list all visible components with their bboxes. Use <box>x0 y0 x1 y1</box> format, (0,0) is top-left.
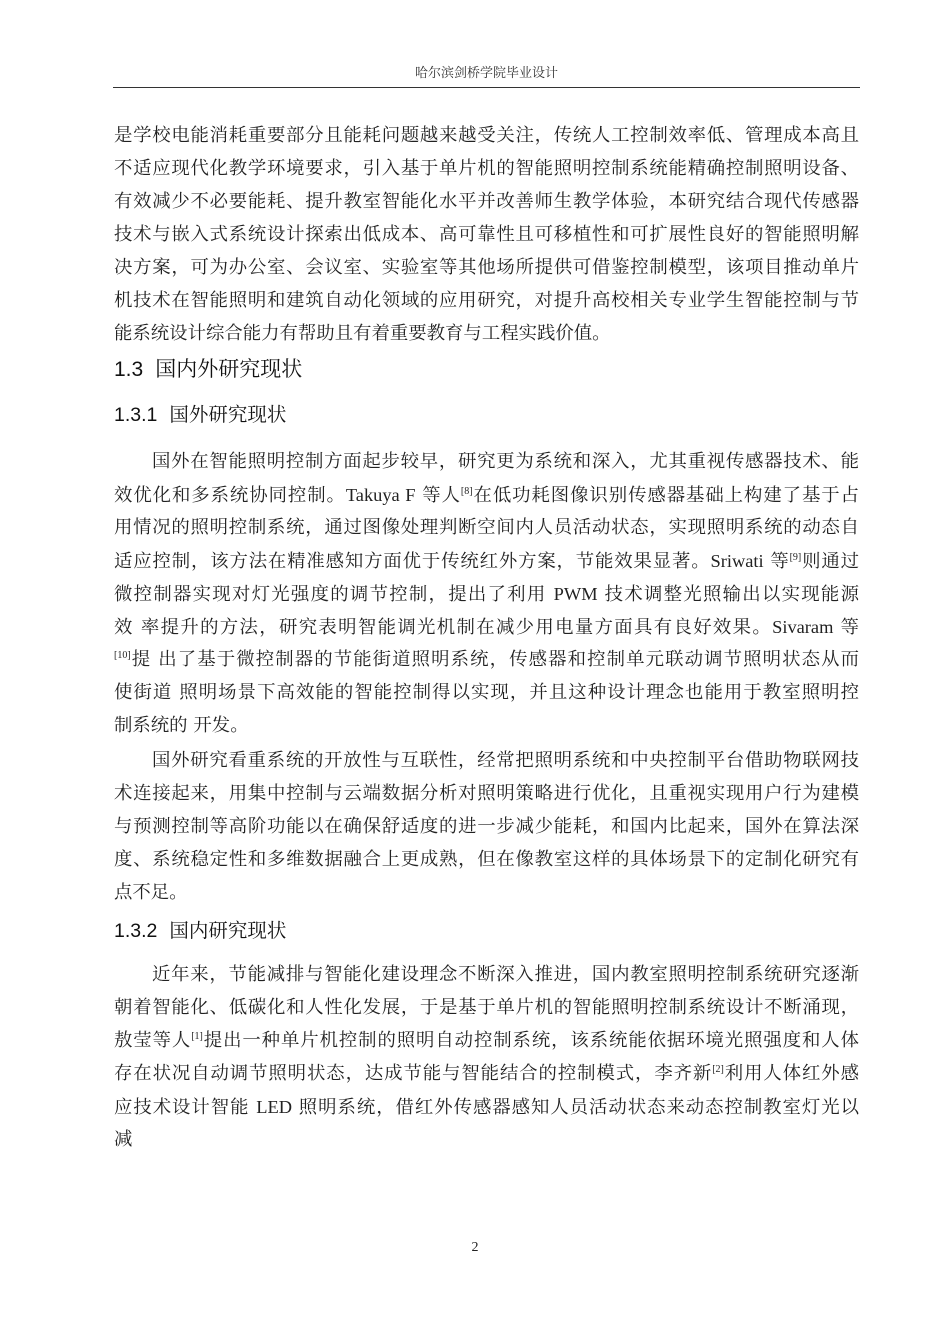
section-number: 1.3.1 <box>114 404 158 426</box>
body-line: 技术与嵌入式系统设计探索出低成本、高可靠性且可移植性和可扩展性良好的智能照明解 <box>114 224 859 245</box>
section-heading-1-3-1 <box>114 401 286 429</box>
section-heading-1-3-2 <box>114 917 286 945</box>
body-line: 国外在智能照明控制方面起步较早，研究更为系统和深入，尤其重视传感器技术、能 <box>152 451 859 472</box>
body-line: [10]提 出了基于微控制器的节能街道照明系统，传感器和控制单元联动调节照明状态从而 <box>114 649 859 670</box>
body-line: 能系统设计综合能力有帮助且有着重要教育与工程实践价值。 <box>114 323 611 344</box>
header-divider <box>113 87 860 88</box>
body-line: 是学校电能消耗重要部分且能耗问题越来越受关注，传统人工控制效率低、管理成本高且 <box>114 125 859 146</box>
body-line: 效 率提升的方法，研究表明智能调光机制在减少用电量方面具有良好效果。Sivaram 等 <box>114 617 859 638</box>
body-line: 不适应现代化教学环境要求，引入基于单片机的智能照明控制系统能精确控制照明设备、 <box>114 158 859 179</box>
body-line: 制系统的 开发。 <box>114 715 249 736</box>
citation-ref: [10] <box>114 650 131 661</box>
body-line: 与预测控制等高阶功能以在确保舒适度的进一步减少能耗，和国内比起来，国外在算法深 <box>114 816 859 837</box>
citation-ref: [2] <box>712 1064 724 1075</box>
citation-ref: [8] <box>460 486 473 497</box>
body-line: 术连接起来，用集中控制与云端数据分析对照明策略进行优化，且重视实现用户行为建模 <box>114 783 859 804</box>
body-line: 效优化和多系统协同控制。Takuya F 等人[8]在低功耗图像识别传感器基础上构建了基于占 <box>114 485 859 506</box>
body-line: 近年来，节能减排与智能化建设理念不断深入推进，国内教室照明控制系统研究逐渐 <box>152 964 859 985</box>
section-number: 1.3.2 <box>114 920 158 942</box>
body-line: 用情况的照明控制系统，通过图像处理判断空间内人员活动状态，实现照明系统的动态自 <box>114 517 859 538</box>
citation-ref: [1] <box>191 1031 203 1042</box>
body-line: 有效减少不必要能耗、提升教室智能化水平并改善师生教学体验，本研究结合现代传感器 <box>114 191 859 212</box>
body-line: 微控制器实现对灯光强度的调节控制，提出了利用 PWM 技术调整光照输出以实现能源 <box>114 584 859 605</box>
section-heading-1-3 <box>114 355 302 384</box>
running-header: 哈尔滨剑桥学院毕业设计 <box>414 66 558 81</box>
body-line: 国外研究看重系统的开放性与互联性，经常把照明系统和中央控制平台借助物联网技 <box>152 750 859 771</box>
body-line: 点不足。 <box>114 882 188 903</box>
body-line: 敖莹等人[1]提出一种单片机控制的照明自动控制系统，该系统能依据环境光照强度和人体 <box>114 1030 859 1051</box>
body-line: 决方案，可为办公室、会议室、实验室等其他场所提供可借鉴控制模型，该项目推动单片 <box>114 257 859 278</box>
section-title: 国外研究现状 <box>169 403 287 426</box>
body-line: 减 <box>114 1129 133 1150</box>
body-line: 存在状况自动调节照明状态，达成节能与智能结合的控制模式，李齐新[2]利用人体红外感 <box>114 1063 859 1084</box>
section-title: 国内研究现状 <box>169 919 287 942</box>
body-line: 适应控制，该方法在精准感知方面优于传统红外方案，节能效果显著。Sriwati 等[9]则通过 <box>114 551 859 572</box>
citation-ref: [9] <box>789 552 802 563</box>
body-line: 度、系统稳定性和多维数据融合上更成熟，但在像教室这样的具体场景下的定制化研究有 <box>114 849 859 870</box>
section-title: 国内外研究现状 <box>155 357 303 381</box>
body-line: 使街道 照明场景下高效能的智能控制得以实现，并且这种设计理念也能用于教室照明控 <box>114 682 859 703</box>
body-line: 机技术在智能照明和建筑自动化领域的应用研究，对提升高校相关专业学生智能控制与节 <box>114 290 859 311</box>
page-number: 2 <box>471 1240 479 1255</box>
section-number: 1.3 <box>114 358 144 381</box>
body-line: 朝着智能化、低碳化和人性化发展，于是基于单片机的智能照明控制系统设计不断涌现， <box>114 997 859 1018</box>
body-line: 应技术设计智能 LED 照明系统，借红外传感器感知人员活动状态来动态控制教室灯光以 <box>114 1097 859 1118</box>
